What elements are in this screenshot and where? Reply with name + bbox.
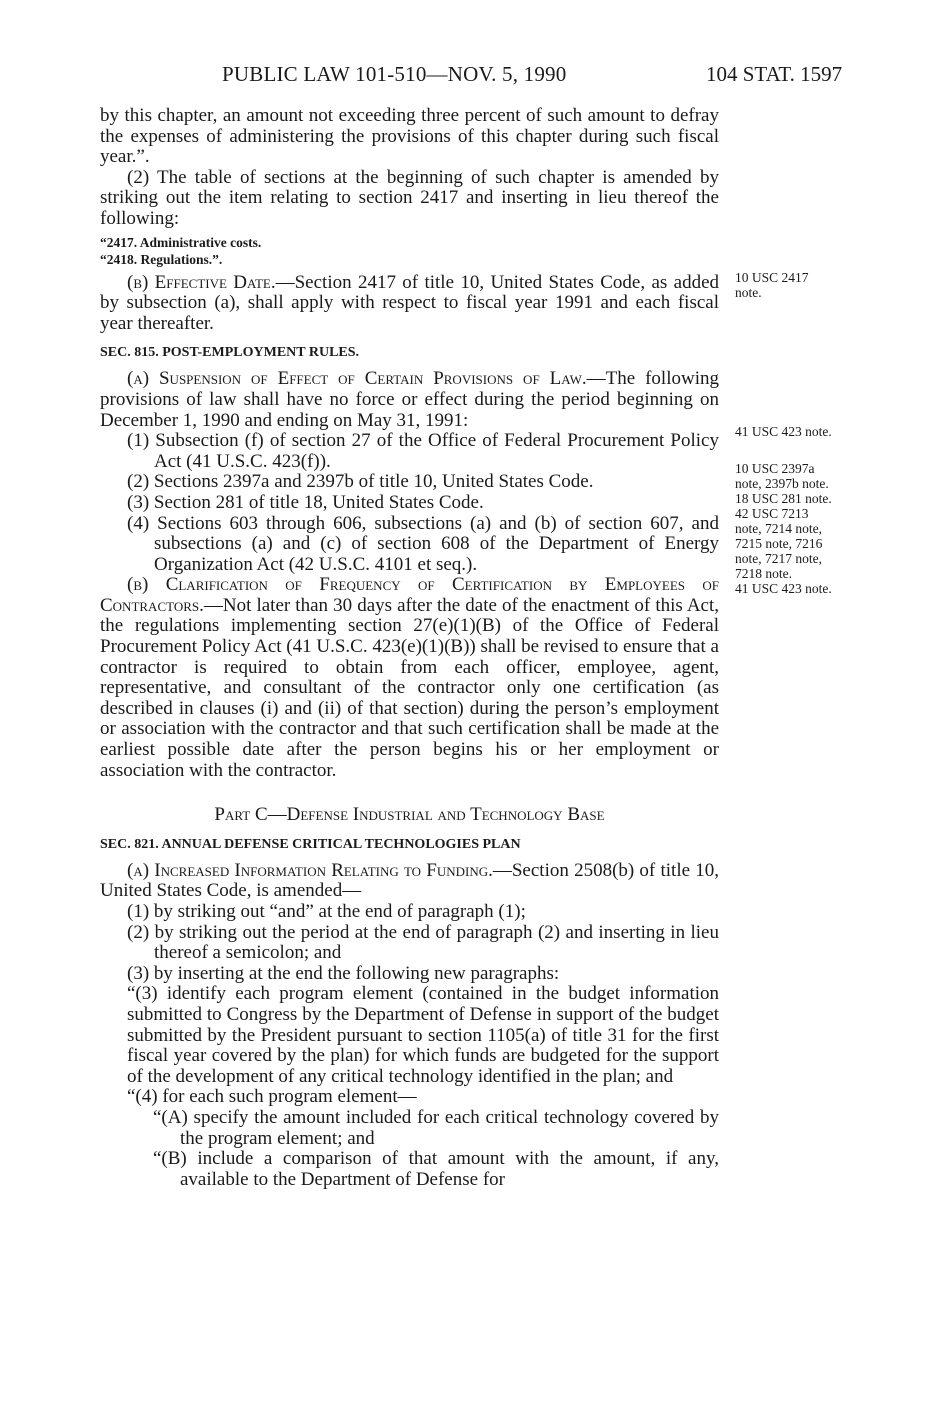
page-header-stat: 104 STAT. 1597	[706, 62, 843, 86]
margin-note: 10 USC 2417 note.	[735, 270, 809, 300]
margin-note: 41 USC 423 note.	[735, 424, 832, 439]
document-body	[100, 106, 719, 1190]
list-item: (2) by striking out the period at the end of paragraph (2) and inserting in lieu thereof a semicolon; and	[127, 921, 719, 964]
list-item: (2) Sections 2397a and 2397b of title 10, United States Code.	[127, 471, 594, 493]
paragraph-text: —The following provisions of law shall have no force or effect during the period beginning on December 1, 1990 and ending on May 31, 1991:	[100, 368, 719, 431]
section-table-list	[100, 234, 719, 268]
quoted-paragraph: “(B) include a comparison of that amount with the amount, if any, available to the Department of Defense for	[153, 1148, 719, 1190]
list-item: “2417. Administrative costs.	[100, 234, 262, 250]
paragraph-text: —Not later than 30 days after the date of the enactment of this Act, the regulations implementing section 27(e)(1)(B) of the Office of Federal Procurement Policy Act (41 U.S.C. 423(e)(1)(B)) shall be revised to ensure that a contractor is required to obtain from each officer, employee, agent, representative, and consultant of the contractor only one certification (as described in clauses (i) and (ii) of that section) during the person’s employment or association with the contractor and that such certification shall be made at the earliest possible date after the person begins his or her employment or association with the contractor.	[100, 594, 719, 781]
section-heading: SEC. 815. POST-EMPLOYMENT RULES.	[100, 345, 360, 361]
list-item: “2418. Regulations.”.	[100, 251, 223, 267]
page-header-title: PUBLIC LAW 101-510—NOV. 5, 1990	[222, 62, 567, 86]
paragraph	[100, 575, 719, 781]
section-heading: SEC. 821. ANNUAL DEFENSE CRITICAL TECHNOLOGIES PLAN	[100, 836, 521, 852]
margin-note: 10 USC 2397a note, 2397b note. 18 USC 281 note. 42 USC 7213 note, 7214 note, 7215 note, 7216 note, 7217 note, 7218 note. 41 USC 423 note.	[735, 461, 832, 596]
quoted-paragraph: “(A) specify the amount included for each critical technology covered by the program element; and	[153, 1106, 719, 1149]
list-item: (4) Sections 603 through 606, subsections (a) and (b) of section 607, and subsections (a) and (c) of section 608 of the Department of Energy Organization Act (42 U.S.C. 4101 et seq.).	[127, 512, 719, 575]
paragraph: by this chapter, an amount not exceeding three percent of such amount to defray the expenses of administering the provisions of this chapter during such fiscal year.”.	[100, 105, 719, 168]
paragraph	[100, 273, 719, 335]
list-item: (1) by striking out “and” at the end of paragraph (1);	[127, 901, 526, 922]
list-item: (3) by inserting at the end the following new paragraphs:	[127, 962, 560, 984]
part-heading: Part C—Defense Industrial and Technology Base	[214, 804, 605, 826]
paragraph-text: —Section 2508(b) of title 10, United States Code, is amended—	[100, 859, 719, 902]
paragraph: (2) The table of sections at the beginning of such chapter is amended by striking out the item relating to section 2417 and inserting in lieu thereof the following:	[100, 166, 719, 229]
paragraph	[100, 369, 719, 431]
subsection-heading: (a) Suspension of Effect of Certain Provisions of Law.	[127, 368, 587, 390]
subsection-heading: (a) Increased Information Relating to Funding.	[127, 859, 493, 881]
paragraph-text: —Section 2417 of title 10, United States Code, as added by subsection (a), shall apply with respect to fiscal year 1991 and each fiscal year thereafter.	[100, 271, 720, 334]
list-item: (3) Section 281 of title 18, United States Code.	[127, 491, 484, 513]
paragraph	[100, 861, 719, 902]
quoted-paragraph: “(4) for each such program element—	[127, 1086, 417, 1108]
subsection-heading: (b) Clarification of Frequency of Certification by Employees of Contractors.	[100, 574, 719, 616]
list-item: (1) Subsection (f) of section 27 of the Office of Federal Procurement Policy Act (41 U.S.C. 423(f)).	[127, 430, 719, 472]
subsection-heading: (b) Effective Date.	[127, 271, 276, 293]
quoted-paragraph: “(3) identify each program element (contained in the budget information submitted to Congress by the Department of Defense in support of the budget submitted by the President pursuant to section 1105(a) of title 31 for the first fiscal year covered by the plan) for which funds are budgeted for the support of the development of any critical technology identified in the plan; and	[127, 983, 719, 1087]
